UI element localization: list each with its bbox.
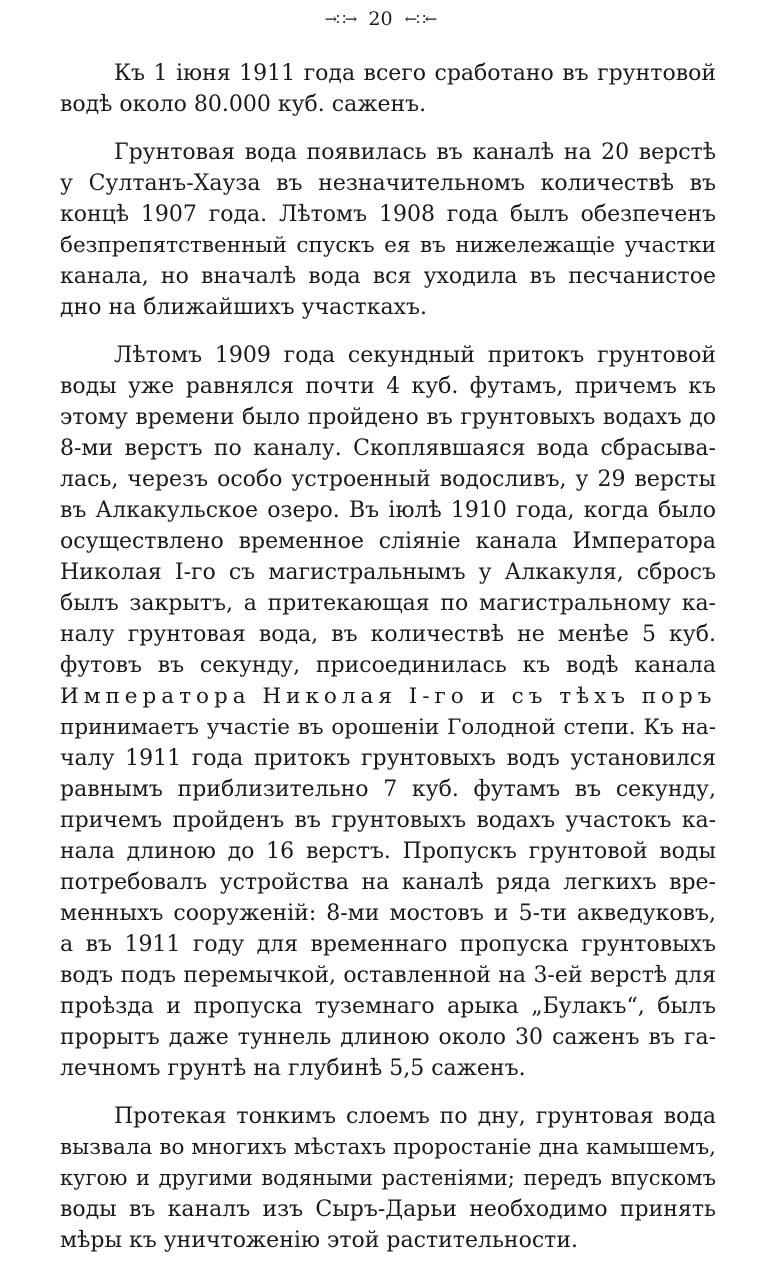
page-number: 20 (368, 8, 393, 30)
text-line: мѣры къ уничтоженію этой растительности. (60, 1228, 578, 1253)
text-line: у Султанъ-Хауза въ незначительномъ количествѣ въ (60, 171, 716, 196)
text-line: а въ 1911 году для временнаго пропуска грунтовыхъ (60, 932, 716, 957)
page-header (0, 6, 761, 32)
text-line: чалу 1911 года притокъ грунтовыхъ водъ установился (60, 746, 716, 771)
text-line: воды уже равнялся почти 4 куб. футамъ, причемъ къ (60, 374, 716, 399)
text-line: въ Алкакульское озеро. Въ іюлѣ 1910 года, когда было (60, 498, 716, 523)
paragraph-2 (60, 137, 716, 323)
text-line: безпрепятственный спускъ ея въ нижележащіе участки (60, 233, 716, 258)
text-line: 8-ми верстъ по каналу. Скоплявшаяся вода сбрасыва- (60, 436, 716, 461)
left-ornament-icon: →∷→ (324, 10, 357, 28)
text-line: Къ 1 іюня 1911 года всего сработано въ грунтовой (114, 61, 716, 86)
text-line: Лѣтомъ 1909 года секундный притокъ грунтовой (114, 343, 716, 368)
paragraph-4 (60, 1101, 716, 1256)
text-line: потребовалъ устройства на каналѣ ряда легкихъ вре- (60, 870, 716, 895)
text-line: налу грунтовая вода, въ количествѣ не менѣе 5 куб. (60, 622, 716, 647)
text-line: водѣ около 80.000 куб. саженъ. (60, 92, 427, 117)
right-ornament-icon: ←∷← (404, 10, 437, 28)
text-line: нала длиною до 16 верстъ. Пропускъ грунтовой воды (60, 839, 716, 864)
text-line: водъ подъ перемычкой, оставленной на 3-ей верстѣ для (60, 963, 716, 988)
text-line: былъ закрытъ, а притекающая по магистральному ка- (60, 591, 716, 616)
text-line: Императора Николая I-го и съ тѣхъ поръ (60, 684, 717, 709)
text-line: этому времени было пройдено въ грунтовыхъ водахъ до (60, 405, 716, 430)
text-line: менныхъ сооруженій: 8-ми мостовъ и 5-ти акведуковъ, (60, 901, 716, 926)
body-text (60, 58, 716, 1273)
text-line: канала, но вначалѣ вода вся уходила въ песчанистое (60, 264, 716, 289)
text-line: лась, черезъ особо устроенный водосливъ, у 29 версты (60, 467, 716, 492)
text-line: принимаетъ участіе въ орошеніи Голодной степи. Къ на- (60, 715, 716, 740)
text-line: воды въ каналъ изъ Сыръ-Дарьи необходимо принять (60, 1197, 716, 1222)
paragraph-3 (60, 340, 716, 1084)
paragraph-1 (60, 58, 716, 120)
text-line: Николая I-го съ магистральнымъ у Алкакуля, сбросъ (60, 560, 716, 585)
text-line: концѣ 1907 года. Лѣтомъ 1908 года былъ обезпеченъ (60, 202, 716, 227)
text-line: кугою и другими водяными растеніями; передъ впускомъ (60, 1166, 716, 1190)
text-line: равнымъ приблизительно 7 куб. футамъ въ секунду, (60, 777, 716, 802)
text-line: вызвала во многихъ мѣстахъ проростаніе дна камышемъ, (60, 1135, 716, 1160)
text-line: осуществлено временное сліяніе канала Императора (60, 529, 716, 554)
text-line: дно на ближайшихъ участкахъ. (60, 295, 427, 320)
text-line: проѣзда и пропуска туземнаго арыка „Булакъ“, былъ (60, 994, 716, 1019)
text-line: прорытъ даже туннель длиною около 30 саженъ въ га- (60, 1025, 716, 1050)
text-line: Протекая тонкимъ слоемъ по дну, грунтовая вода (114, 1104, 716, 1129)
text-line: лечномъ грунтѣ на глубинѣ 5,5 саженъ. (60, 1056, 526, 1081)
text-line: причемъ пройденъ въ грунтовыхъ водахъ участокъ ка- (60, 808, 716, 833)
text-line: Грунтовая вода появилась въ каналѣ на 20 верстѣ (114, 140, 716, 165)
text-line: футовъ въ секунду, присоединилась къ водѣ канала (60, 653, 716, 678)
